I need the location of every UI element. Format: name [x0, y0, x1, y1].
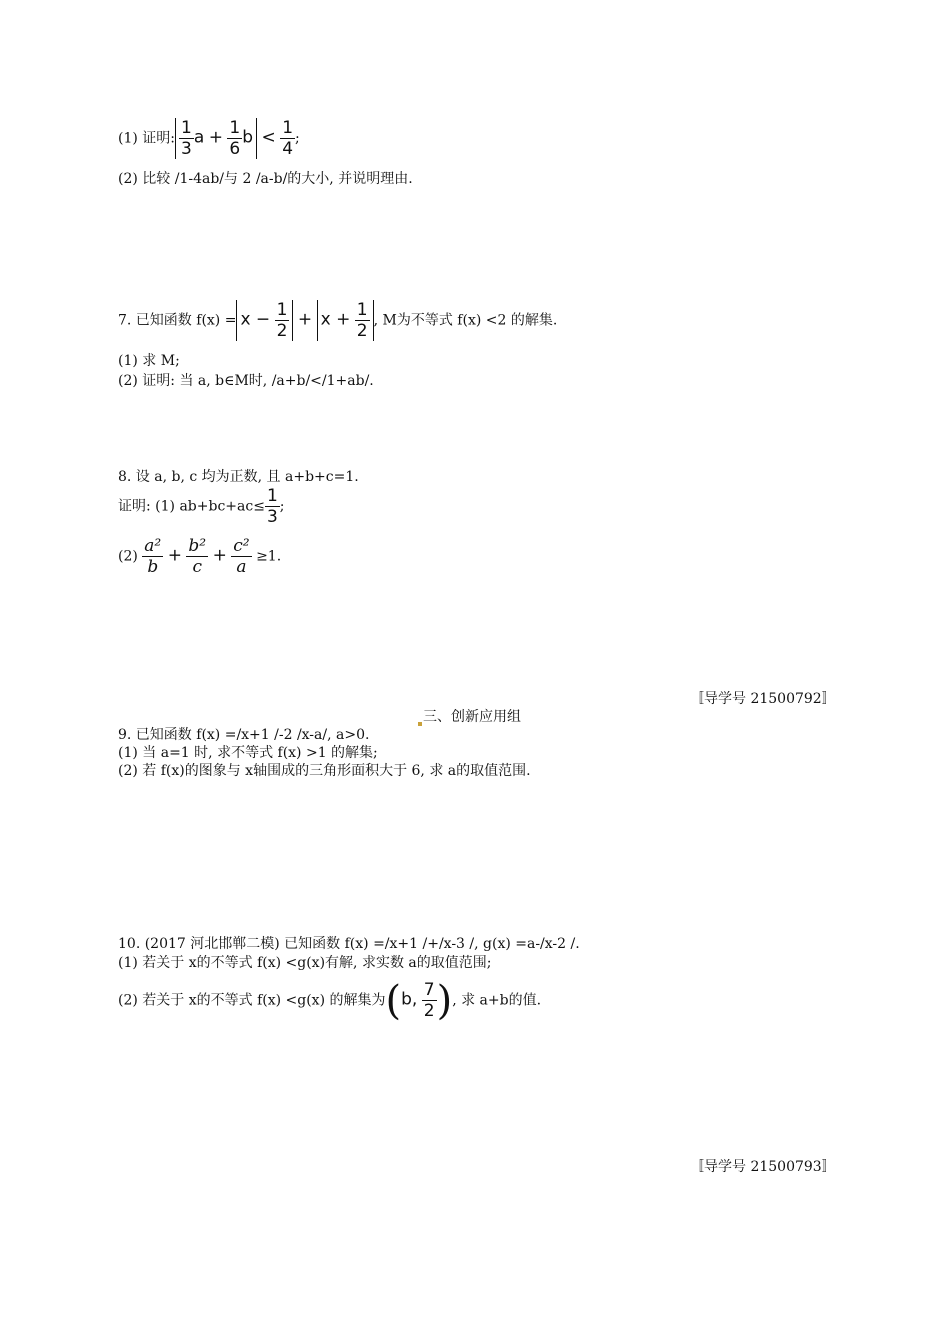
q6-part1: (1) 证明: $\frac{1}{3}$ a + $\frac{1}{6}$ b < $\frac{1}{4}$ ;	[118, 118, 300, 159]
reference-number: 〚导学号 21500792〛	[690, 691, 836, 707]
fraction: $\frac{\text{a²}}{b}$	[144, 536, 162, 577]
q7-part1: (1) 求 M;	[118, 353, 180, 369]
q8-lead: 8. 设 a, b, c 均为正数, 且 a+b+c=1.	[118, 469, 359, 485]
q6-part1-label: (1) 证明:	[118, 130, 175, 147]
q7-part2: (2) 证明: 当 a, b∈M时, /a+b/</1+ab/.	[118, 373, 374, 389]
fraction: $\frac{1}{2}$	[276, 300, 288, 341]
q10-lead: 10. (2017 河北邯郸二模) 已知函数 f(x) =/x+1 /+/x-3 /, g(x) =a-/x-2 /.	[118, 936, 580, 952]
fraction: $\frac{1}{3}$	[266, 486, 278, 527]
q7-lead: 7. 已知函数 f(x) = x − $\frac{1}{2}$ + x + $\frac{1}{2}$ , M为不等式 f(x) <2 的解集.	[118, 300, 558, 341]
q10-part2: (2) 若关于 x的不等式 f(x) <g(x) 的解集为(b, $\frac{7}{2}$ ), 求 a+b的值.	[118, 977, 542, 1024]
reference-number: 〚导学号 21500793〛	[690, 1159, 836, 1175]
fraction: $\frac{\text{c²}}{a}$	[233, 536, 250, 577]
q10-part1: (1) 若关于 x的不等式 f(x) <g(x)有解, 求实数 a的取值范围;	[118, 955, 492, 971]
q8-part2: (2) $\frac{\text{a²}}{b}$ + $\frac{\text{b²}}{c}$ + $\frac{\text{c²}}{a}$ ≥1.	[118, 536, 282, 577]
fraction: $\frac{1}{3}$	[181, 118, 192, 159]
q8-part1: 证明: (1) ab+bc+ac≤ $\frac{1}{3}$ ;	[118, 486, 285, 527]
marker-icon	[418, 722, 422, 726]
fraction: $\frac{\text{b²}}{c}$	[188, 536, 207, 577]
abs-expression: x + $\frac{1}{2}$	[317, 300, 374, 341]
q6-part2: (2) 比较 /1-4ab/与 2 /a-b/的大小, 并说明理由.	[118, 171, 413, 187]
abs-expression: $\frac{1}{3}$ a + $\frac{1}{6}$ b	[175, 118, 257, 159]
fraction: $\frac{7}{2}$	[423, 980, 435, 1021]
fraction: $\frac{1}{6}$	[229, 118, 241, 159]
section-title: 三、创新应用组	[418, 706, 521, 726]
fraction: $\frac{1}{4}$	[282, 118, 294, 159]
q9-part1: (1) 当 a=1 时, 求不等式 f(x) >1 的解集;	[118, 745, 378, 761]
q9-lead: 9. 已知函数 f(x) =/x+1 /-2 /x-a/, a>0.	[118, 727, 370, 743]
q9-part2: (2) 若 f(x)的图象与 x轴围成的三角形面积大于 6, 求 a的取值范围.	[118, 763, 531, 779]
abs-expression: x − $\frac{1}{2}$	[236, 300, 293, 341]
fraction: $\frac{1}{2}$	[356, 300, 368, 341]
